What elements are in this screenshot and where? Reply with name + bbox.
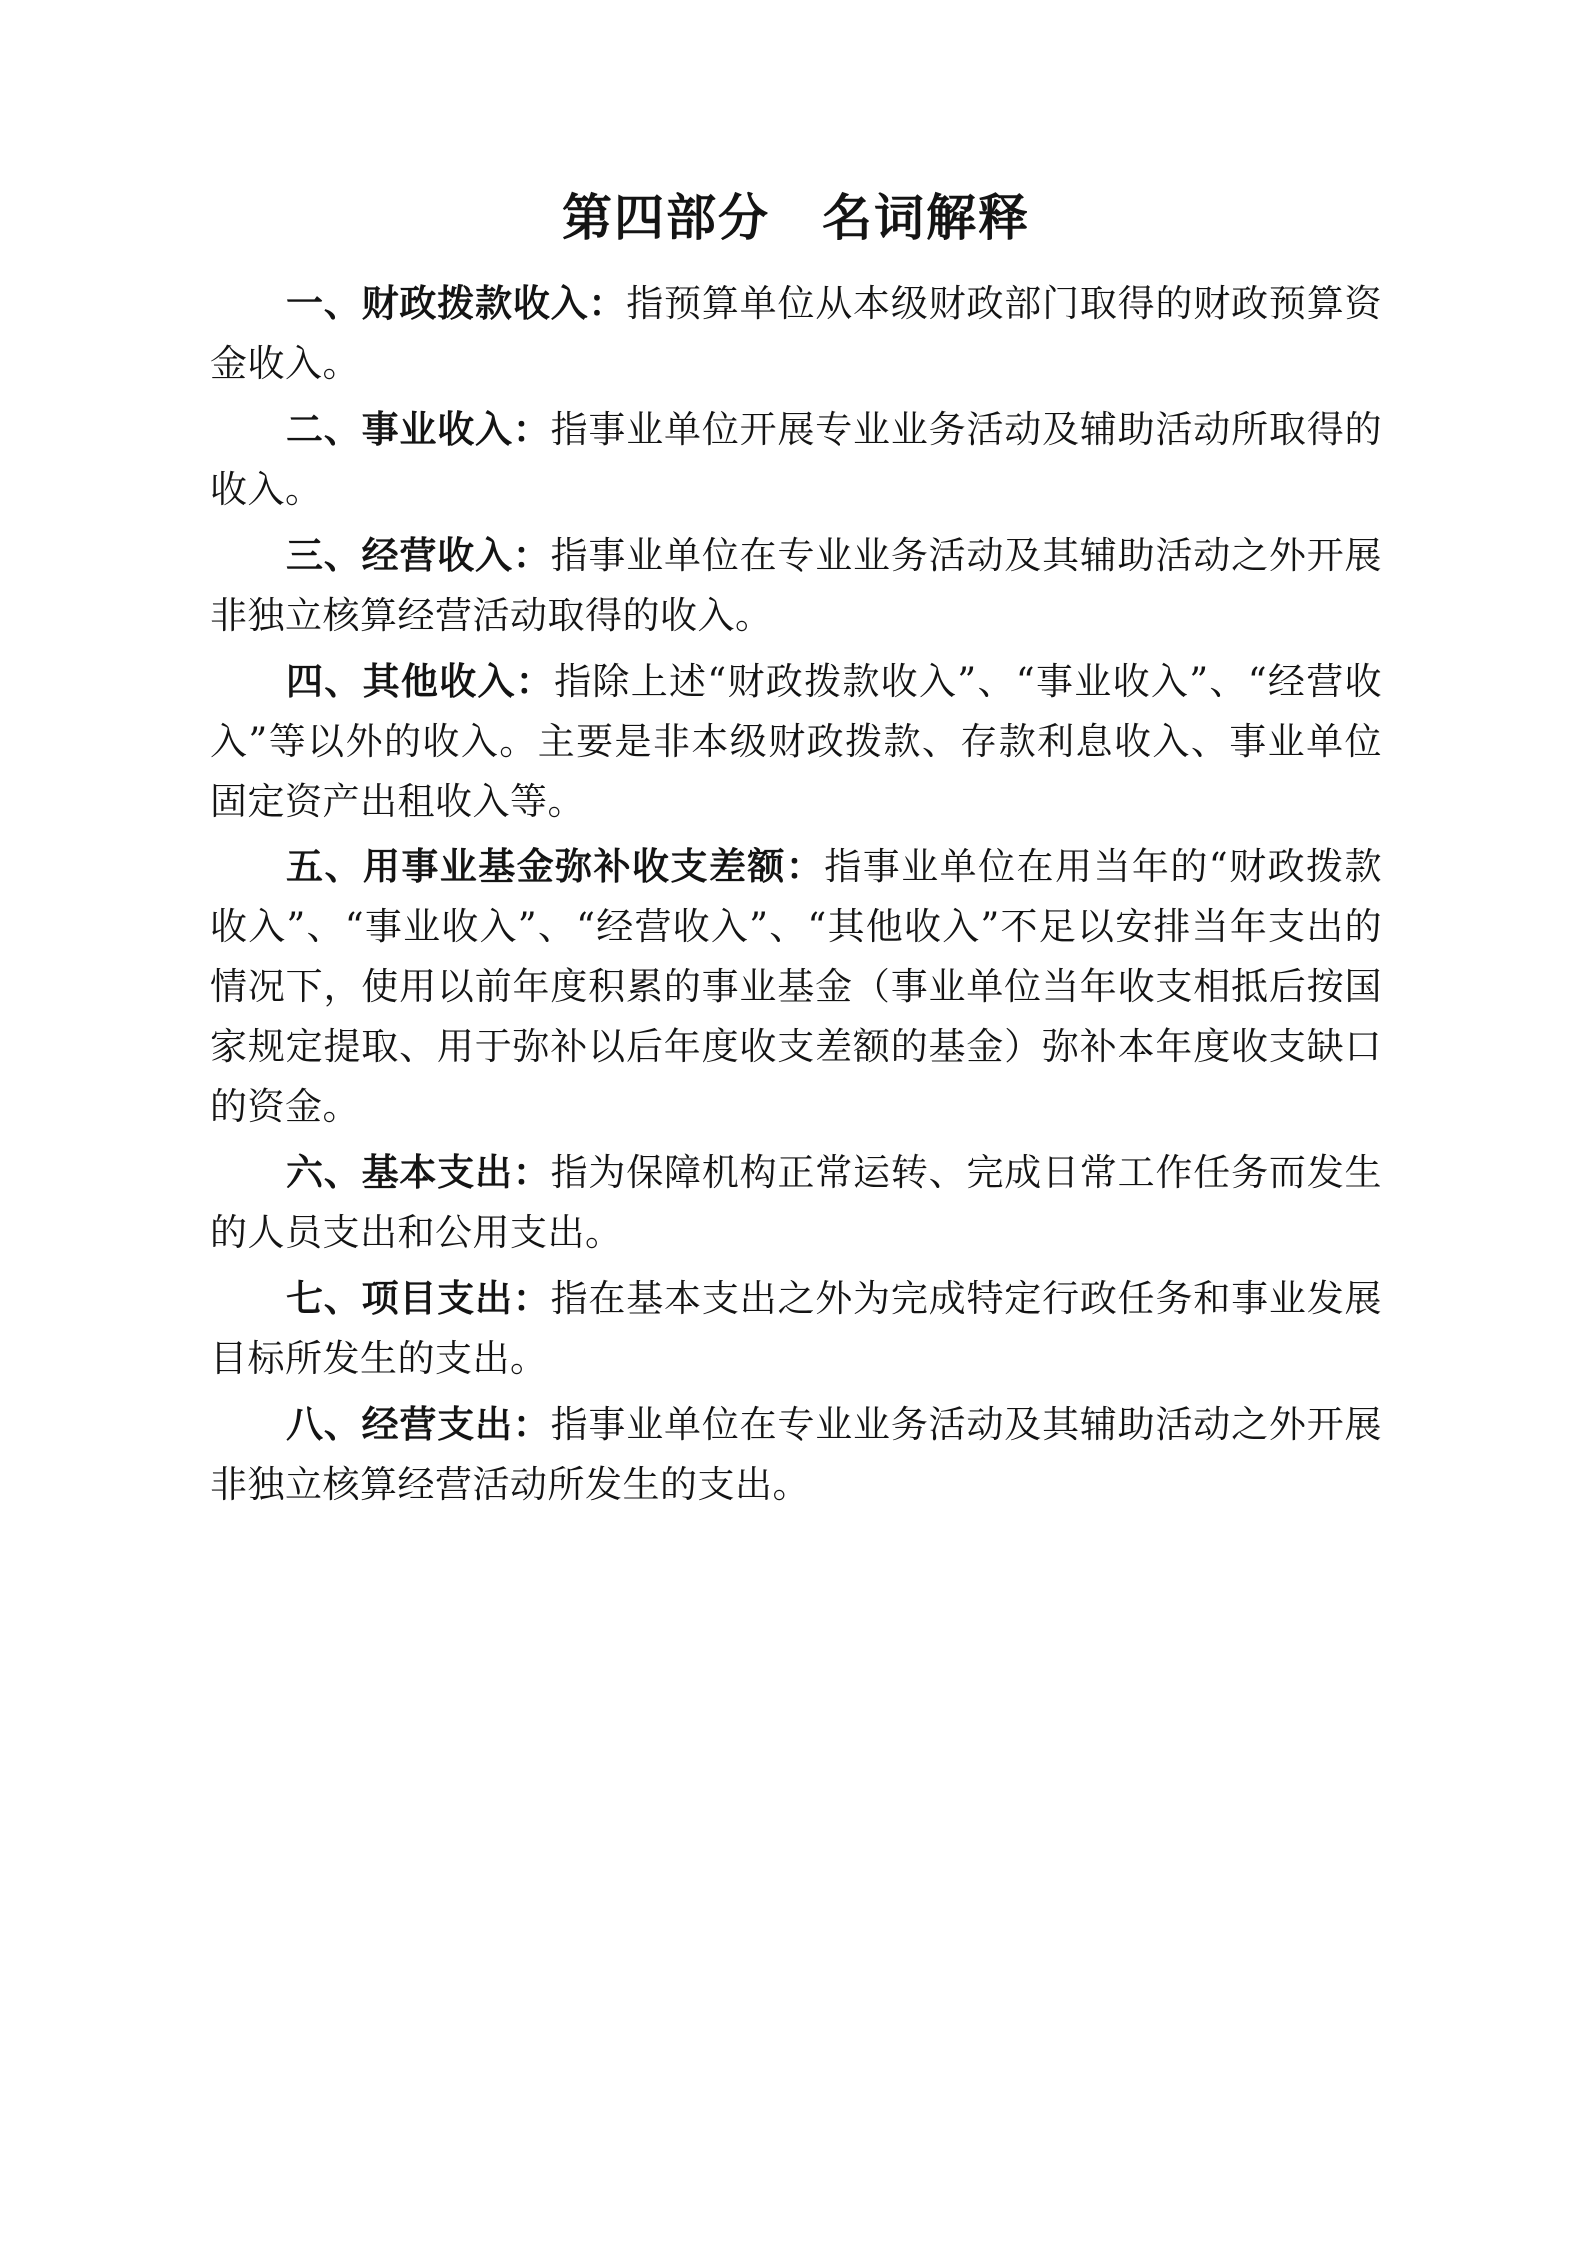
definition-paragraph-7 bbox=[210, 1269, 1382, 1389]
definition-text-2: 指事业单位开展专业业务活动及辅助活动所取得的收入。 bbox=[210, 407, 1382, 511]
definition-term-3: 三、经营收入： bbox=[286, 532, 551, 577]
definition-text-7: 指在基本支出之外为完成特定行政任务和事业发展目标所发生的支出。 bbox=[210, 1277, 1382, 1380]
definition-term-4: 四、其他收入： bbox=[286, 658, 555, 703]
definition-text-3: 指事业单位在专业业务活动及其辅助活动之外开展非独立核算经营活动取得的收入。 bbox=[210, 533, 1382, 637]
definition-paragraph-5 bbox=[210, 837, 1382, 1137]
definition-paragraph-2 bbox=[210, 400, 1382, 520]
definition-term-8: 八、经营支出： bbox=[286, 1401, 551, 1446]
definition-paragraph-1 bbox=[210, 274, 1382, 394]
definition-paragraph-8 bbox=[210, 1395, 1382, 1515]
definition-text-1: 指预算单位从本级财政部门取得的财政预算资金收入。 bbox=[210, 282, 1383, 385]
definition-term-1: 一、财政拨款收入： bbox=[286, 281, 627, 325]
definition-term-6: 六、基本支出： bbox=[286, 1150, 551, 1195]
definition-text-4: 指除上述“财政拨款收入”、“事业收入”、“经营收入”等以外的收入。主要是非本级财政拨款、存款利息收入、事业单位固定资产出租收入等。 bbox=[210, 659, 1383, 823]
definition-text-8: 指事业单位在专业业务活动及其辅助活动之外开展非独立核算经营活动所发生的支出。 bbox=[210, 1402, 1382, 1506]
definition-term-7: 七、项目支出： bbox=[286, 1276, 551, 1320]
definition-text-5: 指事业单位在用当年的“财政拨款收入”、“事业收入”、“经营收入”、“其他收入”不足以安排当年支出的情况下，使用以前年度积累的事业基金（事业单位当年收支相抵后按国家规定提取、用于弥补以后年度收支差额的基金）弥补本年度收支缺口的资金。 bbox=[210, 845, 1383, 1129]
definition-term-2: 二、事业收入： bbox=[286, 406, 551, 451]
definition-paragraph-3 bbox=[210, 526, 1382, 646]
page-title: 第四部分 名词解释 bbox=[562, 188, 1030, 247]
definition-term-5: 五、用事业基金弥补收支差额： bbox=[286, 844, 825, 889]
definition-paragraph-4 bbox=[210, 652, 1382, 832]
definition-paragraph-6 bbox=[210, 1143, 1382, 1263]
definition-text-6: 指为保障机构正常运转、完成日常工作任务而发生的人员支出和公用支出。 bbox=[210, 1151, 1382, 1255]
